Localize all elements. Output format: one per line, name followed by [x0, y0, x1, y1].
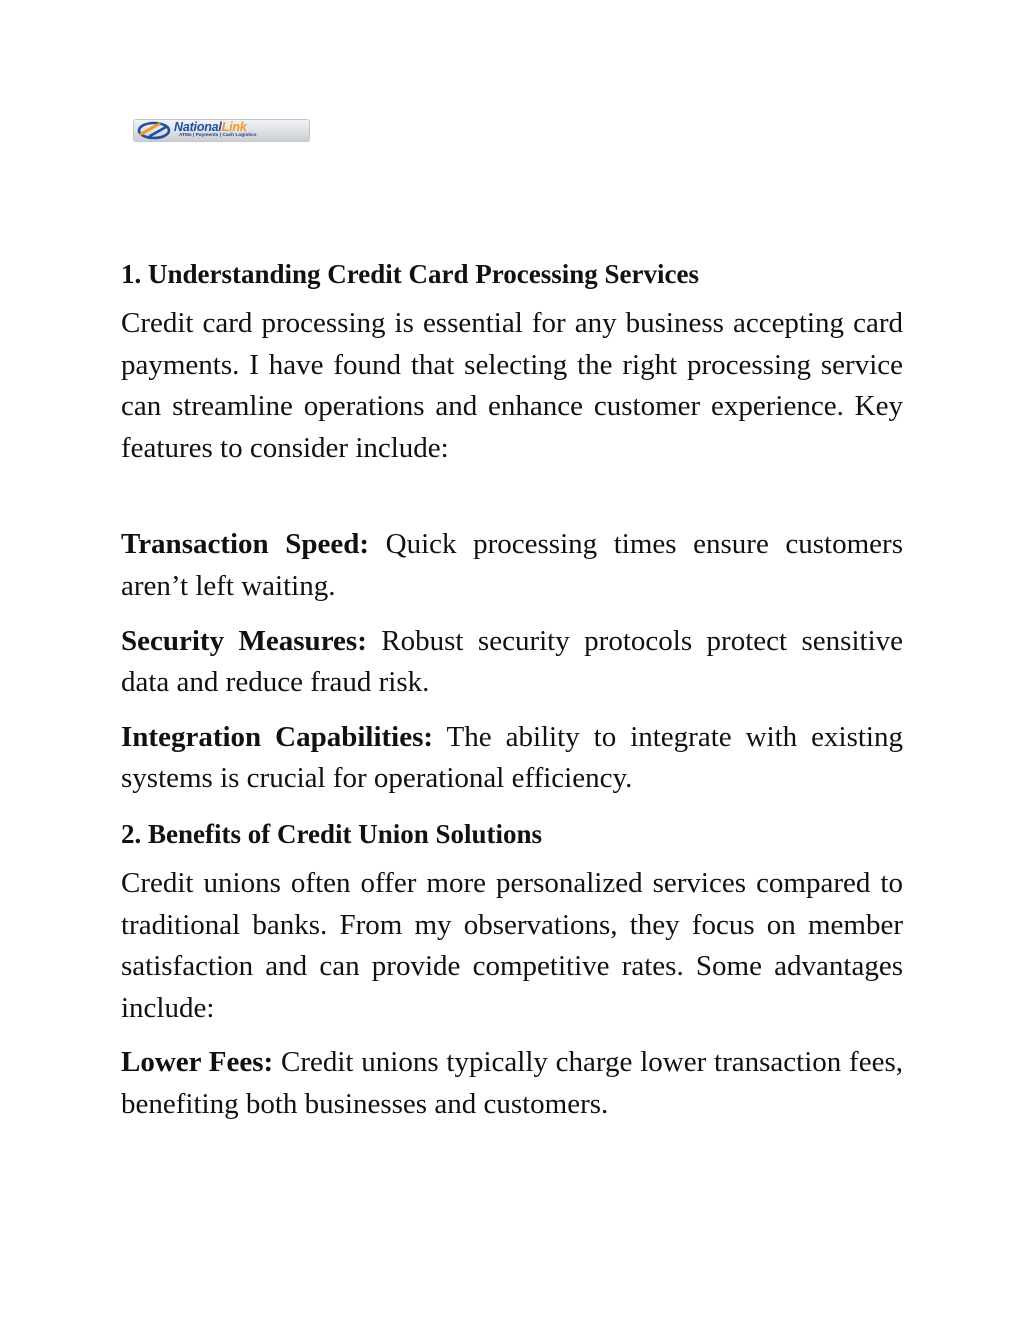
- section-1-heading: 1. Understanding Credit Card Processing Services: [121, 259, 699, 289]
- nationallink-logo: [133, 119, 310, 142]
- feature-description: Credit unions typically charge lower transaction fees, benefiting both businesses and customers.: [121, 1046, 903, 1120]
- document-body: [121, 253, 903, 1126]
- section-1-intro: Credit card processing is essential for any business accepting card payments. I have found that selecting the right processing service can streamline operations and enhance customer experience. Key features to consider include:: [121, 307, 903, 464]
- nationallink-emblem-icon: [137, 121, 171, 140]
- logo-wordmark: [174, 120, 247, 134]
- feature-description: The ability to integrate with existing systems is crucial for operational efficiency.: [121, 720, 903, 795]
- feature-term: Integration Capabilities:: [121, 720, 434, 753]
- logo-name-part2: Link: [221, 120, 247, 134]
- feature-description: Robust security protocols protect sensitive data and reduce fraud risk.: [121, 624, 904, 699]
- feature-description: Quick processing times ensure customers aren’t left waiting.: [121, 528, 903, 602]
- feature-lower-fees: [121, 1042, 903, 1125]
- logo-name-part1: National: [174, 120, 222, 134]
- feature-transaction-speed: [121, 524, 903, 607]
- feature-security-measures: [121, 621, 903, 704]
- feature-term: Transaction Speed:: [121, 528, 370, 561]
- logo-tagline: ATMs | Payments | Cash Logistics: [179, 133, 257, 138]
- section-2-intro: Credit unions often offer more personalized services compared to traditional banks. From my observations, they focus on member satisfaction and can provide competitive rates. Some advantages include:: [121, 866, 903, 1024]
- feature-integration-capabilities: [121, 717, 903, 800]
- feature-term: Security Measures:: [121, 624, 367, 657]
- section-2-heading: 2. Benefits of Credit Union Solutions: [121, 818, 543, 849]
- feature-term: Lower Fees:: [121, 1046, 274, 1079]
